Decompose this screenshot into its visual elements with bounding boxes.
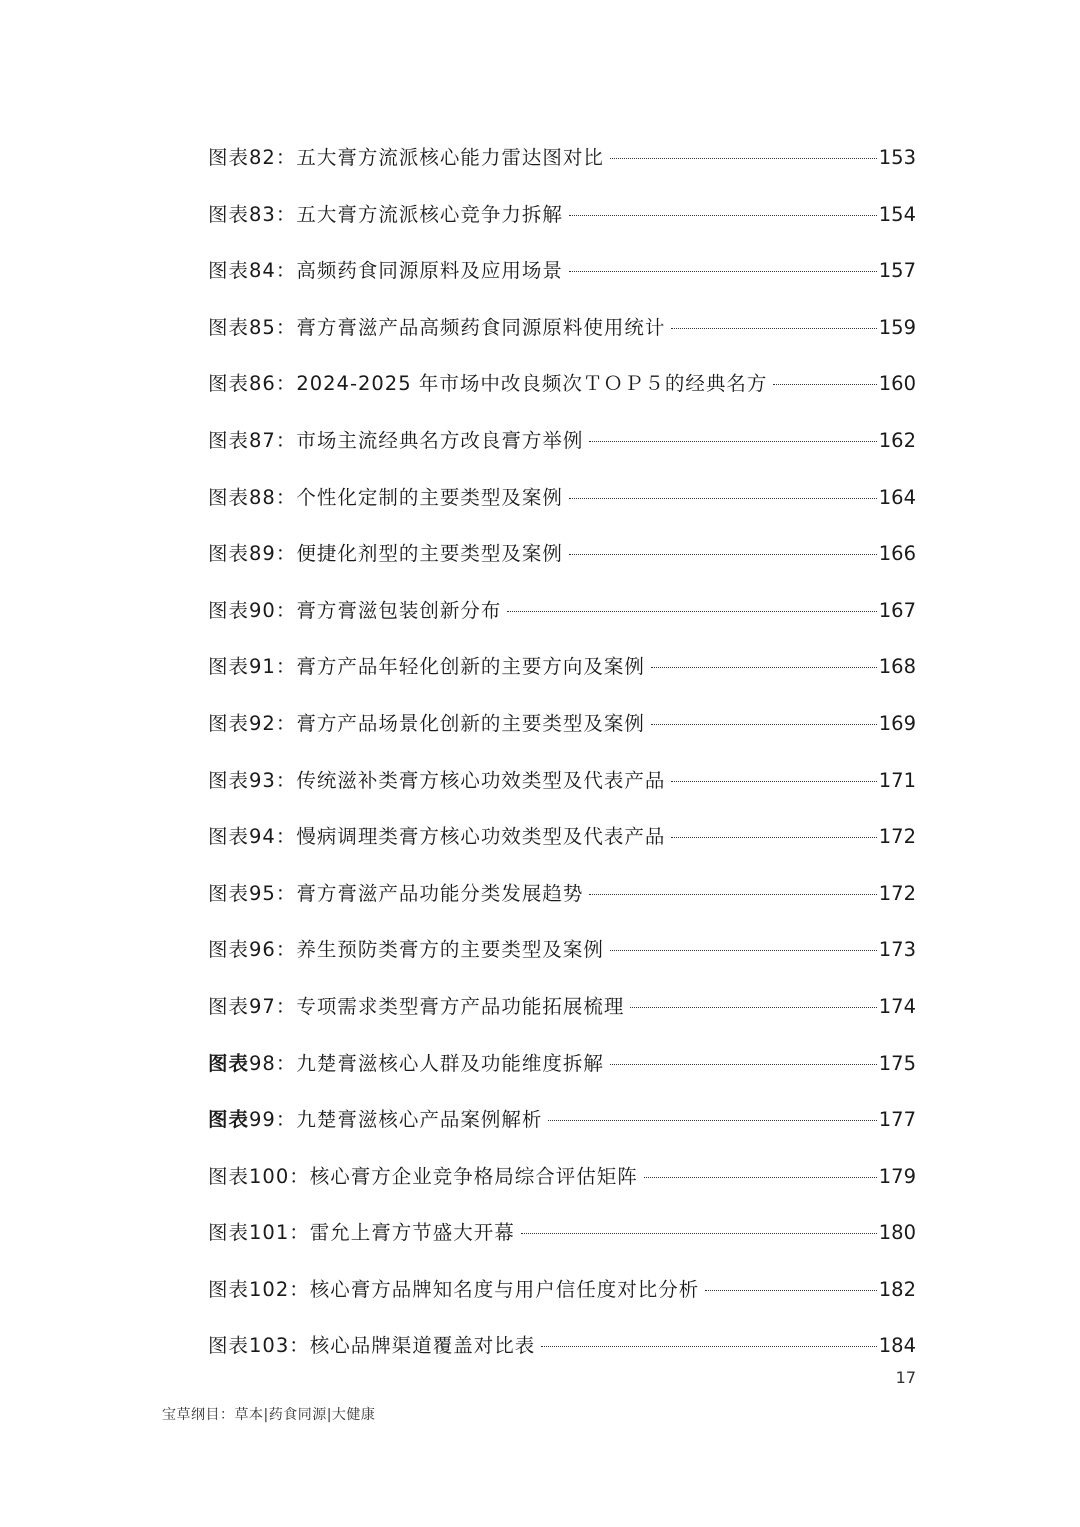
dot-leader <box>569 498 877 499</box>
toc-label: 94：慢病调理类膏方核心功效类型及代表产品 <box>249 825 666 849</box>
toc-page: 184 <box>878 1334 916 1358</box>
toc-label: 97：专项需求类型膏方产品功能拓展梳理 <box>249 994 625 1018</box>
toc-label: 93：传统滋补类膏方核心功效类型及代表产品 <box>249 768 666 792</box>
toc-entry-88[interactable] <box>208 480 916 537</box>
toc-prefix: 图表 <box>208 485 250 509</box>
toc-label: 83：五大膏方流派核心竞争力拆解 <box>249 202 563 226</box>
dot-leader <box>671 328 876 329</box>
toc-prefix: 图表 <box>208 825 250 849</box>
toc-label: 84：高频药食同源原料及应用场景 <box>249 259 563 283</box>
toc-label: 99：九楚膏滋核心产品案例解析 <box>249 1108 543 1132</box>
dot-leader <box>610 950 877 951</box>
dot-leader <box>644 1177 877 1178</box>
dot-leader <box>548 1120 876 1121</box>
toc-prefix: 图表 <box>208 655 250 679</box>
dot-leader <box>589 894 876 895</box>
dot-leader <box>651 667 877 668</box>
toc-label: 91：膏方产品年轻化创新的主要方向及案例 <box>249 655 645 679</box>
dot-leader <box>705 1290 877 1291</box>
toc-entry-91[interactable] <box>208 649 916 706</box>
toc-entry-83[interactable] <box>208 197 916 254</box>
toc-entry-95[interactable] <box>208 876 916 933</box>
toc-entry-98[interactable] <box>208 1046 916 1103</box>
toc-entry-97[interactable] <box>208 989 916 1046</box>
toc-entry-103[interactable] <box>208 1328 916 1385</box>
toc-page: 172 <box>878 825 916 849</box>
toc-label: 98：九楚膏滋核心人群及功能维度拆解 <box>249 1051 604 1075</box>
toc-label: 103：核心品牌渠道覆盖对比表 <box>249 1334 536 1358</box>
toc-page: 167 <box>878 598 916 622</box>
toc-entry-102[interactable] <box>208 1272 916 1329</box>
dot-leader <box>773 384 876 385</box>
toc-entry-87[interactable] <box>208 423 916 480</box>
toc-entry-93[interactable] <box>208 763 916 820</box>
toc-page: 179 <box>878 1164 916 1188</box>
toc-prefix: 图表 <box>208 315 250 339</box>
dot-leader <box>521 1233 877 1234</box>
toc-prefix: 图表 <box>208 259 250 283</box>
toc-page: 175 <box>878 1051 916 1075</box>
toc-page: 174 <box>878 994 916 1018</box>
toc-label: 89：便捷化剂型的主要类型及案例 <box>249 542 563 566</box>
dot-leader <box>610 1064 877 1065</box>
toc-prefix: 图表 <box>208 428 250 452</box>
toc-page: 182 <box>878 1277 916 1301</box>
toc-entry-85[interactable] <box>208 310 916 367</box>
toc-prefix: 图表 <box>208 1051 250 1075</box>
dot-leader <box>610 158 877 159</box>
toc-prefix: 图表 <box>208 1221 250 1245</box>
toc-entry-89[interactable] <box>208 536 916 593</box>
dot-leader <box>671 781 876 782</box>
toc-prefix: 图表 <box>208 202 250 226</box>
toc-label: 92：膏方产品场景化创新的主要类型及案例 <box>249 711 645 735</box>
toc-page: 160 <box>878 372 916 396</box>
toc-label: 86：2024-2025 年市场中改良频次ＴＯＰ５的经典名方 <box>249 372 768 396</box>
toc-prefix: 图表 <box>208 1164 250 1188</box>
toc-entry-99[interactable] <box>208 1102 916 1159</box>
toc-label: 102：核心膏方品牌知名度与用户信任度对比分析 <box>249 1277 700 1301</box>
dot-leader <box>589 441 876 442</box>
toc-entry-96[interactable] <box>208 932 916 989</box>
table-of-figures <box>208 140 916 1385</box>
dot-leader <box>671 837 876 838</box>
toc-page: 154 <box>878 202 916 226</box>
toc-page: 168 <box>878 655 916 679</box>
toc-prefix: 图表 <box>208 881 250 905</box>
toc-prefix: 图表 <box>208 711 250 735</box>
toc-page: 177 <box>878 1108 916 1132</box>
toc-prefix: 图表 <box>208 372 250 396</box>
toc-entry-90[interactable] <box>208 593 916 650</box>
toc-page: 164 <box>878 485 916 509</box>
toc-label: 85：膏方膏滋产品高频药食同源原料使用统计 <box>249 315 666 339</box>
toc-prefix: 图表 <box>208 542 250 566</box>
toc-page: 153 <box>878 146 916 169</box>
toc-label: 82：五大膏方流派核心能力雷达图对比 <box>249 146 604 169</box>
toc-prefix: 图表 <box>208 1334 250 1358</box>
toc-entry-86[interactable] <box>208 366 916 423</box>
dot-leader <box>651 724 877 725</box>
toc-page: 162 <box>878 428 916 452</box>
toc-entry-92[interactable] <box>208 706 916 763</box>
toc-entry-100[interactable] <box>208 1159 916 1216</box>
toc-label: 95：膏方膏滋产品功能分类发展趋势 <box>249 881 584 905</box>
dot-leader <box>630 1007 876 1008</box>
toc-page: 159 <box>878 315 916 339</box>
toc-label: 101：雷允上膏方节盛大开幕 <box>249 1221 515 1245</box>
toc-prefix: 图表 <box>208 1277 250 1301</box>
footer-text: 宝草纲目：草本|药食同源|大健康 <box>162 1407 376 1423</box>
dot-leader <box>541 1346 877 1347</box>
toc-page: 173 <box>878 938 916 962</box>
toc-prefix: 图表 <box>208 938 250 962</box>
dot-leader <box>569 271 877 272</box>
toc-page: 166 <box>878 542 916 566</box>
toc-label: 87：市场主流经典名方改良膏方举例 <box>249 428 584 452</box>
toc-page: 180 <box>878 1221 916 1245</box>
toc-label: 100：核心膏方企业竞争格局综合评估矩阵 <box>249 1164 638 1188</box>
toc-prefix: 图表 <box>208 598 250 622</box>
toc-label: 96：养生预防类膏方的主要类型及案例 <box>249 938 604 962</box>
dot-leader <box>569 554 877 555</box>
dot-leader <box>507 611 876 612</box>
toc-page: 172 <box>878 881 916 905</box>
toc-label: 88：个性化定制的主要类型及案例 <box>249 485 563 509</box>
toc-page: 169 <box>878 711 916 735</box>
toc-page: 171 <box>878 768 916 792</box>
toc-label: 90：膏方膏滋包装创新分布 <box>249 598 502 622</box>
page-number: 17 <box>895 1368 916 1387</box>
toc-page: 157 <box>878 259 916 283</box>
toc-prefix: 图表 <box>208 146 250 169</box>
toc-entry-82[interactable] <box>208 140 916 197</box>
toc-prefix: 图表 <box>208 1108 250 1132</box>
toc-prefix: 图表 <box>208 768 250 792</box>
toc-entry-84[interactable] <box>208 253 916 310</box>
dot-leader <box>569 215 877 216</box>
toc-prefix: 图表 <box>208 994 250 1018</box>
toc-entry-94[interactable] <box>208 819 916 876</box>
toc-entry-101[interactable] <box>208 1215 916 1272</box>
